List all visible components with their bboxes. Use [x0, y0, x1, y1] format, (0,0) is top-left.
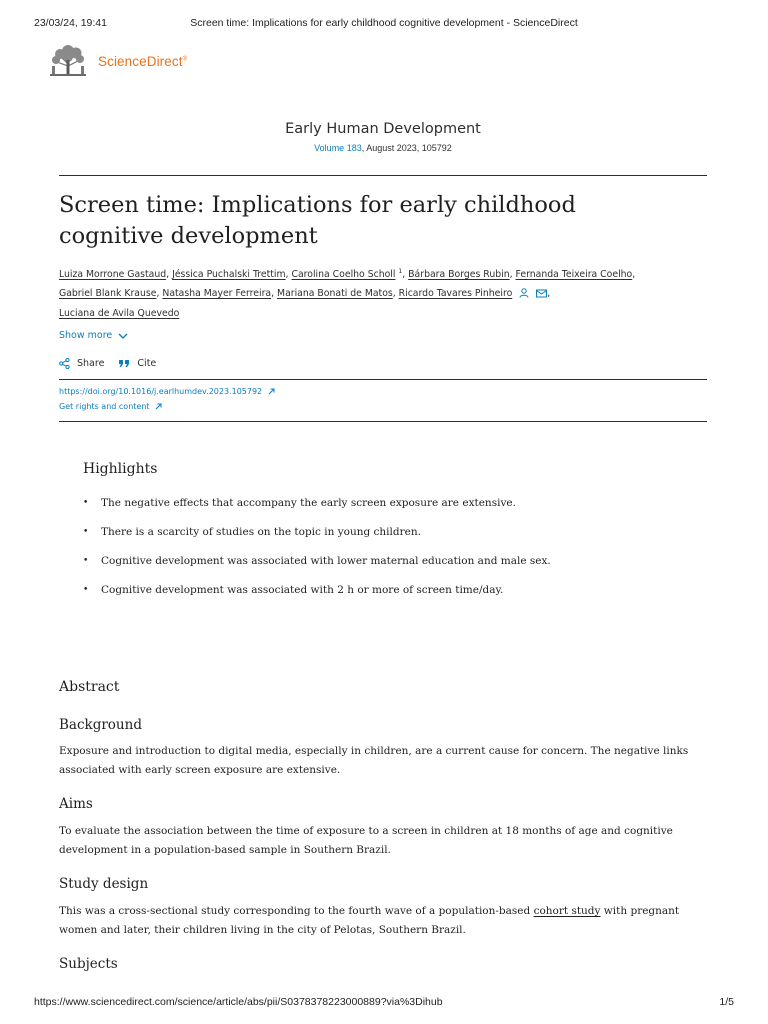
- author-link[interactable]: Luciana de Avila Quevedo: [59, 308, 180, 320]
- person-icon[interactable]: [519, 287, 529, 306]
- abstract-heading: Abstract: [59, 679, 120, 695]
- author-link[interactable]: Ricardo Tavares Pinheiro: [398, 287, 513, 299]
- subjects-heading: Subjects: [59, 956, 118, 972]
- doi-link[interactable]: https://doi.org/10.1016/j.earlhumdev.2023.105792: [59, 387, 275, 396]
- print-header: [34, 17, 734, 31]
- author-link[interactable]: Bárbara Borges Rubin: [408, 269, 510, 281]
- list-item: • Cognitive development was associated with lower maternal education and male sex.: [83, 552, 553, 571]
- external-link-icon: [268, 388, 275, 395]
- print-url: https://www.sciencedirect.com/science/article/abs/pii/S0378378223000889?via%3Dihub: [34, 996, 443, 1008]
- author-link[interactable]: Gabriel Blank Krause: [59, 287, 157, 299]
- cite-button[interactable]: Cite: [118, 358, 156, 369]
- list-item: • Cognitive development was associated with 2 h or more of screen time/day.: [83, 581, 553, 600]
- list-item: • There is a scarcity of studies on the topic in young children.: [83, 523, 553, 542]
- share-icon: [59, 358, 70, 369]
- highlights-heading: Highlights: [83, 461, 158, 477]
- chevron-down-icon: [118, 333, 128, 339]
- author-footnote[interactable]: 1: [398, 268, 403, 275]
- envelope-icon[interactable]: [536, 287, 547, 306]
- elsevier-tree-icon: [48, 44, 88, 78]
- show-more-button[interactable]: Show more: [59, 330, 128, 341]
- list-item: • The negative effects that accompany the early screen exposure are extensive.: [83, 494, 553, 513]
- divider-doi: [59, 421, 707, 422]
- logo-text: ScienceDirect®: [98, 53, 188, 69]
- divider-top: [59, 175, 707, 176]
- share-button[interactable]: Share: [59, 358, 104, 369]
- author-link[interactable]: Mariana Bonati de Matos: [277, 287, 393, 299]
- print-page-number: 1/5: [719, 996, 734, 1008]
- aims-text: To evaluate the association between the time of exposure to a screen in children at 18 months of age and cognitive development in a population-based sample in Southern Brazil.: [59, 825, 673, 856]
- sciencedirect-logo[interactable]: [48, 44, 187, 78]
- rights-link[interactable]: Get rights and content: [59, 402, 162, 411]
- author-link[interactable]: Natasha Mayer Ferreira: [162, 287, 272, 299]
- background-text: Exposure and introduction to digital media, especially in children, are a current cause for concern. The negative links associated with early screen exposure are extensive.: [59, 745, 689, 776]
- highlights-list: [83, 494, 553, 610]
- author-list: Luiza Morrone Gastaud, Jéssica Puchalski Trettim, Carolina Coelho Scholl $^1$, Bárbara Borges Rubin, Fernanda Teixeira Coelho, Gabriel Blank Krause, Natasha Mayer Ferreira, Mariana Bonati de Matos, Ricardo Tavares Pinheiro , Luciana de Avila Quevedo: [59, 268, 636, 320]
- external-link-icon: [155, 403, 162, 410]
- study-design-text: This was a cross-sectional study corresponding to the fourth wave of a population-based cohort study with pregnant women and later, their children living in the city of Pelotas, Southern Brazil.: [59, 905, 680, 936]
- volume-link[interactable]: Volume 183: [314, 143, 362, 153]
- print-footer: [34, 996, 734, 1010]
- print-page-title: Screen time: Implications for early childhood cognitive development - ScienceDirect: [190, 17, 578, 29]
- divider-actions: [59, 379, 707, 380]
- quote-icon: [118, 359, 130, 368]
- aims-heading: Aims: [59, 796, 93, 812]
- print-datetime: 23/03/24, 19:41: [34, 17, 107, 29]
- journal-name[interactable]: Early Human Development: [285, 121, 481, 137]
- author-link[interactable]: Carolina Coelho Scholl: [291, 269, 396, 281]
- article-title: Screen time: Implications for early childhood cognitive development: [59, 192, 576, 249]
- author-link[interactable]: Fernanda Teixeira Coelho: [515, 269, 633, 281]
- study-design-heading: Study design: [59, 876, 149, 892]
- author-link[interactable]: Luiza Morrone Gastaud: [59, 269, 167, 281]
- journal-meta: [59, 143, 707, 153]
- author-link[interactable]: Jéssica Puchalski Trettim: [172, 269, 286, 281]
- article-actions: [59, 358, 170, 369]
- issue-info: , August 2023, 105792: [361, 143, 452, 153]
- cohort-study-link[interactable]: cohort study: [533, 905, 601, 917]
- background-heading: Background: [59, 717, 142, 733]
